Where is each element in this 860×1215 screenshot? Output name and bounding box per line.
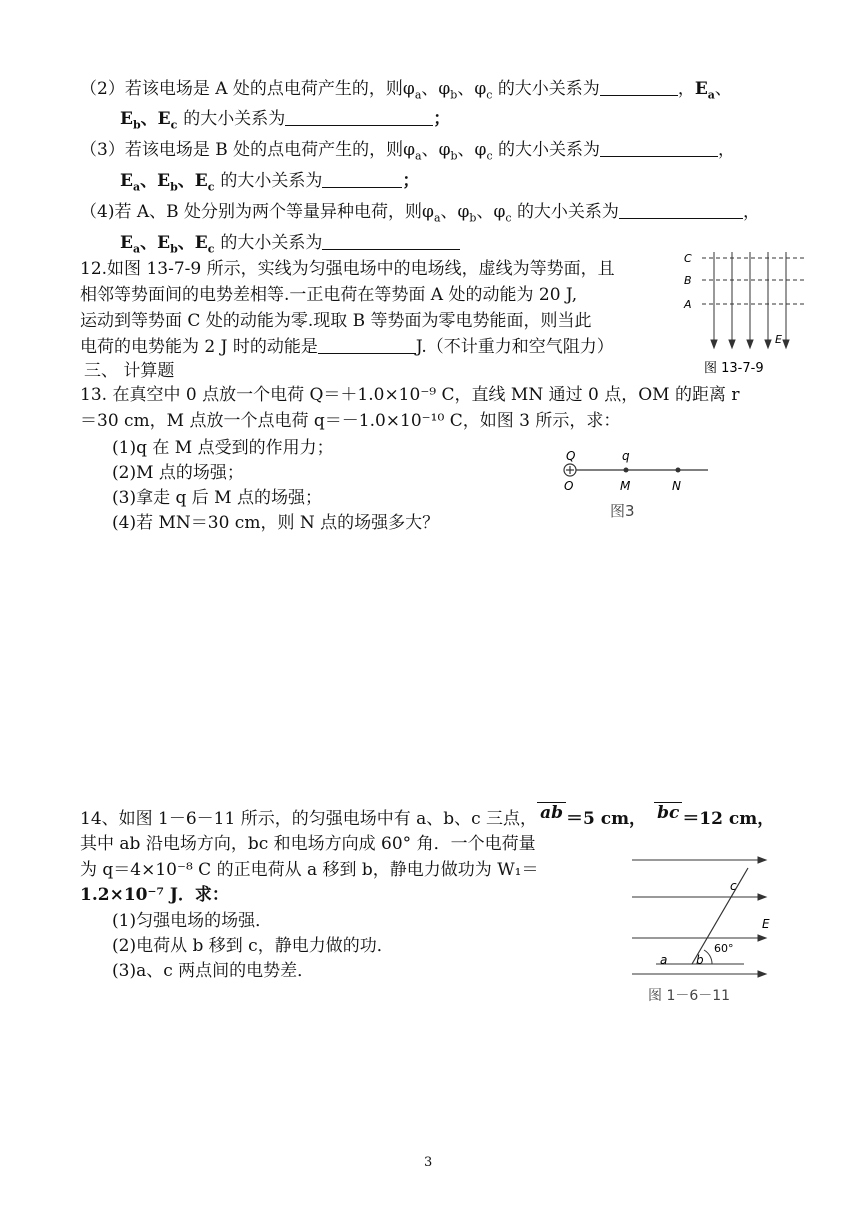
- answer-blank[interactable]: [322, 233, 460, 250]
- answer-blank[interactable]: [285, 109, 433, 126]
- label-a: a: [660, 953, 668, 967]
- q13-sub2: (2)M 点的场强；: [112, 463, 244, 483]
- q14-line3: 为 q＝4×10⁻⁸ C 的正电荷从 a 移到 b，静电力做功为 W₁＝: [80, 860, 539, 880]
- q11-p4-text-b: 的大小关系为: [516, 202, 619, 222]
- q11-p3-text-a: （3）若该电场是 B 处的点电荷产生的，则: [80, 140, 404, 160]
- q11-part3-line1: （3）若该电场是 B 处的点电荷产生的，则$\varphi_a$、$\varphi_b$、$\varphi_c$ 的大小关系为 ，: [80, 140, 736, 163]
- q14-sub3: (3)a、c 两点间的电势差．: [112, 961, 315, 981]
- q14-sub1: (1)匀强电场的场强．: [112, 911, 273, 931]
- q13-sub3: (3)拿走 q 后 M 点的场强；: [112, 488, 322, 508]
- q11-p2-text-b: 的大小关系为: [497, 79, 600, 99]
- label-b: b: [696, 953, 704, 967]
- label-e: E: [762, 917, 770, 931]
- q13-line2: ＝30 cm，M 点放一个点电荷 q＝－1.0×10⁻¹⁰ C，如图 3 所示，求：: [80, 411, 621, 431]
- q11-p2-text-a: （2）若该电场是 A 处的点电荷产生的，则: [80, 79, 403, 99]
- point-m: [624, 468, 629, 473]
- q11-part4-line2: $E_a$、$E_b$、$E_c$ 的大小关系为: [120, 232, 460, 254]
- q12-line4-unit: J.（不计重力和空气阻力）: [415, 337, 614, 357]
- label-o: O: [564, 479, 574, 493]
- point-n: [676, 468, 681, 473]
- answer-blank[interactable]: [600, 79, 678, 96]
- q12-line4: [80, 336, 614, 358]
- figure-3: [556, 446, 716, 526]
- label-c: c: [730, 879, 737, 893]
- q13-sub4: (4)若 MN＝30 cm，则 N 点的场强多大？: [112, 513, 440, 533]
- q11-part2-line2: $E_b$、$E_c$ 的大小关系为 ；: [120, 109, 451, 132]
- q11-p4-text-c: 的大小关系为: [220, 233, 323, 253]
- q14-line2: 其中 ab 沿电场方向，bc 和电场方向成 60° 角．一个电荷量: [80, 834, 536, 854]
- segment-bc-value: ＝12 cm，: [682, 809, 775, 829]
- q12-line4-text: 电荷的电势能为 2 J 时的动能是: [80, 337, 318, 357]
- label-q-small: q: [622, 449, 630, 463]
- q14-line1: [80, 803, 775, 830]
- answer-blank[interactable]: [600, 140, 718, 157]
- answer-blank[interactable]: [322, 171, 402, 188]
- page-number: 3: [424, 1155, 433, 1170]
- segment-ab: ab: [537, 802, 566, 823]
- q12-line1: 12.如图 13-7-9 所示，实线为匀强电场中的电场线，虚线为等势面，且: [80, 259, 615, 279]
- label-a: A: [684, 298, 692, 311]
- label-n: N: [672, 479, 681, 493]
- label-angle: 60°: [714, 942, 734, 955]
- q11-p3-text-c: 的大小关系为: [220, 171, 323, 191]
- label-q-big: Q: [566, 449, 576, 463]
- q13-line1: 13. 在真空中 0 点放一个电荷 Q＝＋1.0×10⁻⁹ C，直线 MN 通过 0 点，OM 的距离 r: [80, 385, 740, 405]
- figure-caption: 图 13-7-9: [704, 361, 764, 376]
- answer-blank[interactable]: [318, 337, 416, 354]
- section-heading: 三、 计算题: [84, 361, 175, 381]
- q14-line4: 1.2×10⁻⁷ J．求：: [80, 885, 229, 905]
- label-b: B: [684, 274, 692, 287]
- figure-13-7-9: [676, 248, 811, 378]
- figure-caption: 图 1－6－11: [648, 988, 731, 1004]
- answer-blank[interactable]: [619, 202, 743, 219]
- q11-part3-line2: $E_a$、$E_b$、$E_c$ 的大小关系为 ；: [120, 171, 420, 194]
- q12-line2: 相邻等势面间的电势差相等.一正电荷在等势面 A 处的动能为 20 J,: [80, 285, 578, 305]
- q11-p4-text-a: （4)若 A、B 处分别为两个等量异种电荷，则: [80, 202, 423, 222]
- q11-p2-text-c: 的大小关系为: [183, 109, 286, 129]
- figure-caption: 图3: [610, 502, 635, 520]
- label-e: E: [775, 333, 782, 346]
- label-m: M: [620, 479, 631, 493]
- q11-part2-line1: （2）若该电场是 A 处的点电荷产生的，则$\varphi_a$、$\varphi_b$、$\varphi_c$ 的大小关系为 ，$E_a$、: [80, 79, 732, 102]
- segment-ab-value: ＝5 cm，: [565, 809, 647, 829]
- q13-sub1: (1)q 在 M 点受到的作用力；: [112, 438, 334, 458]
- q11-p3-text-b: 的大小关系为: [498, 140, 601, 160]
- segment-bc: bc: [654, 802, 682, 823]
- q11-part4-line1: （4)若 A、B 处分别为两个等量异种电荷，则$\varphi_a$、$\varphi_b$、$\varphi_c$ 的大小关系为 ，: [80, 202, 760, 225]
- q12-line3: 运动到等势面 C 处的动能为零.现取 B 等势面为零电势能面，则当此: [80, 311, 592, 331]
- label-c: C: [684, 252, 692, 265]
- q14-sub2: (2)电荷从 b 移到 c，静电力做的功．: [112, 936, 394, 956]
- figure-1-6-11: [626, 852, 776, 1012]
- q14-line1-text: 14、如图 1－6－11 所示，的匀强电场中有 a、b、c 三点，: [80, 809, 538, 829]
